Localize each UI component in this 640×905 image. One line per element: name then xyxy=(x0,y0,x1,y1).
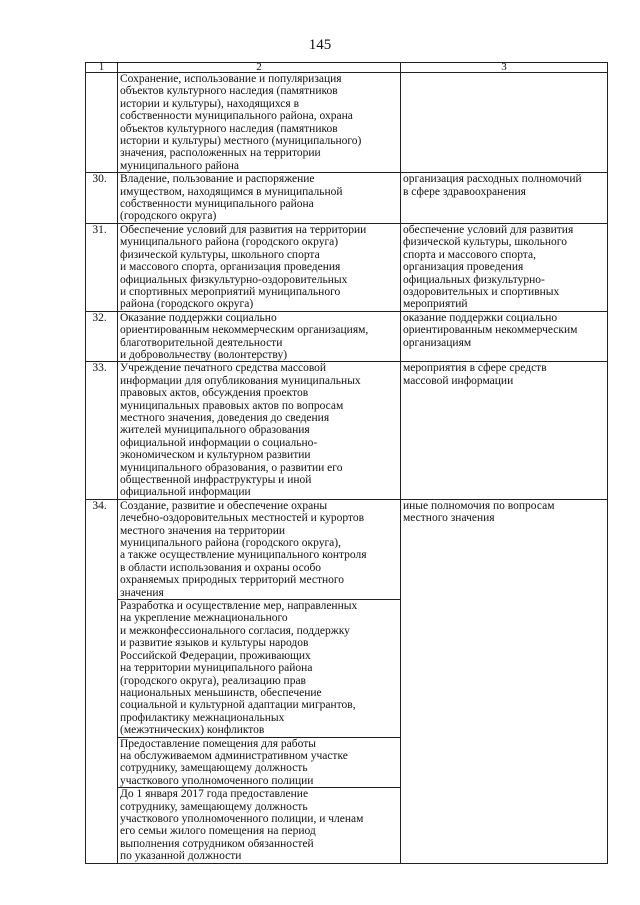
authority-cell xyxy=(401,173,608,224)
text-line: общественной инфраструктуры и иной xyxy=(120,474,312,486)
text-line: муниципального района xyxy=(120,159,239,172)
text-line: До 1 января 2017 года предоставление xyxy=(120,788,309,801)
subject-cell xyxy=(118,788,401,863)
text-line: правовых актов, обсуждения проектов xyxy=(120,387,309,400)
authority-cell xyxy=(401,223,608,311)
text-line: (городского округа) xyxy=(120,210,217,223)
text-line: жителей муниципального образования xyxy=(120,424,310,437)
text-line: ориентированным некоммерческим xyxy=(403,324,578,337)
subject-cell xyxy=(118,499,401,599)
text-line: охраняемых природных территорий местного xyxy=(120,574,345,587)
text-line: выполнения сотрудником обязанностей xyxy=(120,837,314,850)
text-line: истории и культуры), находящихся в xyxy=(120,97,299,110)
text-line: истории и культуры) местного (муниципального) xyxy=(120,135,362,148)
text-line: официальной информации о социально- xyxy=(120,436,318,449)
table-row xyxy=(86,73,608,173)
text-line: а также осуществление муниципального контроля xyxy=(120,549,367,562)
text-line: района (городского округа) xyxy=(120,298,254,311)
text-line: имуществом, находящимся в муниципальной xyxy=(120,185,343,198)
text-line: организациям xyxy=(403,336,472,349)
text-line: благотворительной деятельности xyxy=(120,336,283,349)
text-line: местного значения xyxy=(403,512,495,525)
column-header-authority: 3 xyxy=(401,63,608,73)
text-line: Владение, пользование и распоряжение xyxy=(120,173,315,186)
text-line: физической культуры, школьного xyxy=(403,236,567,249)
text-line: сотруднику, замещающему должность xyxy=(120,800,308,813)
text-line: (городского округа), реализацию прав xyxy=(120,674,306,687)
text-line: мероприятия в сфере средств xyxy=(403,362,547,375)
text-line: (межэтнических) конфликтов xyxy=(120,724,265,737)
text-line: в сфере здравоохранения xyxy=(403,185,526,198)
text-line: и спортивных мероприятий муниципального xyxy=(120,285,341,298)
text-line: участкового уполномоченного полиции xyxy=(120,774,314,787)
subject-cell xyxy=(118,362,401,499)
text-line: физической культуры, школьного спорта xyxy=(120,248,320,261)
text-line: официальной информации xyxy=(120,486,251,499)
text-line: Предоставление помещения для работы xyxy=(120,737,316,750)
text-line: значения, расположенных на территории xyxy=(120,147,321,160)
subject-cell xyxy=(118,73,401,173)
page-number: 145 xyxy=(308,37,332,53)
table-row xyxy=(86,173,608,224)
table-row xyxy=(86,499,608,599)
item-number: 33. xyxy=(86,362,118,499)
text-line: информации для опубликования муниципальных xyxy=(120,374,361,387)
text-line: местного значения, доведения до сведения xyxy=(120,411,330,424)
text-line: на обслуживаемом административном участке xyxy=(120,749,348,762)
item-number: 32. xyxy=(86,311,118,362)
text-line: массовой информации xyxy=(403,374,514,387)
text-line: официальных физкультурно-оздоровительных xyxy=(120,273,348,286)
text-line: обеспечение условий для развития xyxy=(403,223,574,236)
subject-cell xyxy=(118,737,401,788)
text-line: местного значения на территории xyxy=(120,524,286,537)
text-line: и массового спорта, организация проведения xyxy=(120,261,341,274)
text-line: ориентированным некоммерческим организациям, xyxy=(120,324,369,337)
subject-cell xyxy=(118,311,401,362)
text-line: организация проведения xyxy=(403,261,524,274)
text-line: муниципальных правовых актов по вопросам xyxy=(120,399,344,412)
text-line: профилактику межнациональных xyxy=(120,711,285,724)
text-line: мероприятий xyxy=(403,298,468,311)
text-line: иные полномочия по вопросам xyxy=(403,499,555,512)
text-line: участкового уполномоченного полиции, и членам xyxy=(120,812,364,825)
text-line: и межконфессионального согласия, поддержку xyxy=(120,624,350,637)
text-line: Разработка и осуществление мер, направленных xyxy=(120,600,358,613)
text-line: на укрепление межнационального xyxy=(120,612,288,625)
text-line: оказание поддержки социально xyxy=(403,311,558,324)
table-row xyxy=(86,362,608,499)
text-line: Сохранение, использование и популяризация xyxy=(120,73,342,85)
text-line: и развитие языков и культуры народов xyxy=(120,637,309,650)
authority-cell xyxy=(401,73,608,173)
text-line: муниципального района (городского округа), xyxy=(120,537,341,550)
subject-cell xyxy=(118,600,401,737)
table-row xyxy=(86,311,608,362)
text-line: оздоровительных и спортивных xyxy=(403,285,560,298)
subject-cell xyxy=(118,223,401,311)
text-line: экономическом и культурном развитии xyxy=(120,449,311,462)
text-line: на территории муниципального района xyxy=(120,662,313,675)
table-row xyxy=(86,223,608,311)
table-header-row xyxy=(86,63,608,73)
text-line: Обеспечение условий для развития на территории xyxy=(120,223,367,236)
authority-cell xyxy=(401,362,608,499)
item-number: 30. xyxy=(86,173,118,224)
text-line: национальных меньшинств, обеспечение xyxy=(120,686,322,699)
text-line: объектов культурного наследия (памятников xyxy=(120,122,338,135)
text-line: Оказание поддержки социально xyxy=(120,311,277,324)
text-line: по указанной должности xyxy=(120,850,242,863)
text-line: лечебно-оздоровительных местностей и курортов xyxy=(120,512,365,525)
text-line: собственности муниципального района xyxy=(120,198,314,211)
text-line: объектов культурного наследия (памятников xyxy=(120,85,338,98)
authority-cell xyxy=(401,311,608,362)
text-line: Создание, развитие и обеспечение охраны xyxy=(120,499,328,512)
text-line: и добровольчеству (волонтерству) xyxy=(120,348,288,361)
text-line: в области использования и охраны особо xyxy=(120,561,322,574)
text-line: муниципального образования, о развитии его xyxy=(120,461,343,474)
text-line: социальной и культурной адаптации мигрантов, xyxy=(120,699,356,712)
text-line: организация расходных полномочий xyxy=(403,173,582,186)
text-line: его семьи жилого помещения на период xyxy=(120,825,316,838)
text-line: официальных физкультурно- xyxy=(403,273,545,286)
authority-cell xyxy=(401,499,608,863)
text-line: сотруднику, замещающему должность xyxy=(120,762,308,775)
text-line: значения xyxy=(120,586,164,599)
column-header-number: 1 xyxy=(86,63,118,73)
item-number: 34. xyxy=(86,499,118,863)
column-header-subject: 2 xyxy=(118,63,401,73)
item-number: 31. xyxy=(86,223,118,311)
text-line: Учреждение печатного средства массовой xyxy=(120,362,327,375)
text-line: муниципального района (городского округа) xyxy=(120,236,339,249)
text-line: Российской Федерации, проживающих xyxy=(120,649,311,662)
text-line: собственности муниципального района, охрана xyxy=(120,110,353,123)
subject-cell xyxy=(118,173,401,224)
text-line: спорта и массового спорта, xyxy=(403,248,536,261)
item-number xyxy=(86,73,118,173)
powers-table xyxy=(85,62,608,864)
